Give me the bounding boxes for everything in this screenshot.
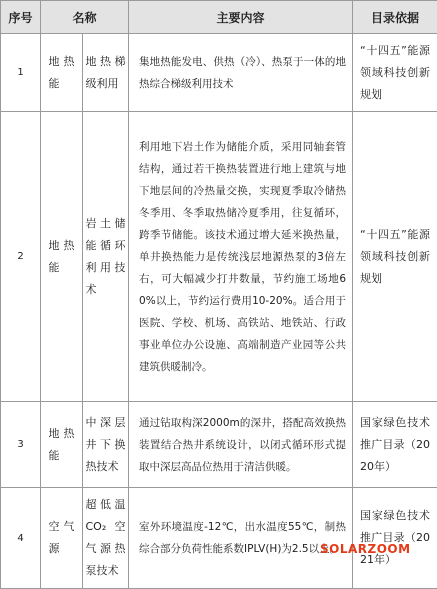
table-row: [1, 112, 437, 402]
table-row: [1, 402, 437, 488]
row-content: [129, 488, 353, 589]
row-basis: [353, 34, 437, 112]
row-number-text: 2: [17, 251, 24, 262]
row-number-text: 4: [17, 532, 24, 544]
header-no: 序号: [1, 1, 41, 34]
header-name: 名称: [41, 1, 129, 34]
row-name: [83, 112, 129, 402]
row-category-text: 地热能: [48, 238, 75, 274]
header-basis: 目录依据: [353, 1, 437, 34]
row-name-text: 中深层井下换热技术: [85, 415, 126, 473]
row-name: [83, 402, 129, 488]
row-content: [129, 112, 353, 402]
row-content-text: 集地热能发电、供热（冷）、热泵于一体的地热综合梯级利用技术: [139, 55, 347, 90]
row-category-text: 地热能: [48, 54, 75, 90]
row-number: [1, 402, 41, 488]
row-number: [1, 488, 41, 589]
row-content-text: 通过钻取构深2000m的深井，搭配高效换热装置结合热井系统设计，以闭式循环形式提取中深层高品位热用于清洁供暖。: [139, 416, 347, 473]
row-basis: [353, 402, 437, 488]
row-number-text: 1: [17, 67, 24, 78]
row-number-text: 3: [17, 439, 24, 450]
row-name-text: 岩土储能循环利用技术: [85, 216, 126, 296]
row-content-text: 利用地下岩土作为储能介质，采用同轴套管结构，通过若干换热装置进行地上建筑与地下地层间的冷热量交换，实现夏季取冷储热冬季用、冬季取热储冷夏季用，往复循环，跨季节储能。该技术通过增大延米换热量，单井换热能力是传统浅层地源热泵的3倍左右，可大幅减少打井数量，节约施工场地60%以上，节约运行费用10-20%。适合用于医院、学校、机场、高铁站、地铁站、行政事业单位办公设施、高端制造产业园等公共建筑供暖制冷。: [139, 140, 347, 373]
row-name-text: 地热梯级利用: [85, 54, 126, 90]
header-row: [1, 1, 437, 34]
row-name: [83, 488, 129, 589]
row-number: [1, 112, 41, 402]
row-content: [129, 34, 353, 112]
row-basis-text: “十四五”能源领域科技创新规划: [360, 43, 431, 101]
table-row: [1, 34, 437, 112]
row-basis-text: 国家绿色技术推广目录（2021年）: [360, 509, 431, 566]
row-basis: [353, 112, 437, 402]
row-category-text: 空气源: [48, 520, 75, 555]
watermark-logo: SOLARZOOM: [320, 542, 411, 556]
row-category: [41, 112, 83, 402]
row-basis: [353, 488, 437, 589]
row-name: [83, 34, 129, 112]
row-basis-text: 国家绿色技术推广目录（2020年）: [360, 415, 431, 473]
row-category-text: 地热能: [48, 426, 75, 462]
row-name-text: 超低温CO₂空气源热泵技术: [85, 498, 126, 577]
row-content-text: 室外环境温度-12℃，出水温度55℃，制热综合部分负荷性能系数IPLV(H)为2.5以上。: [139, 521, 347, 555]
row-category: [41, 34, 83, 112]
row-number: [1, 34, 41, 112]
row-category: [41, 488, 83, 589]
row-basis-text: “十四五”能源领域科技创新规划: [360, 227, 431, 285]
row-category: [41, 402, 83, 488]
header-content: 主要内容: [129, 1, 353, 34]
row-content: [129, 402, 353, 488]
table-row: [1, 488, 437, 589]
